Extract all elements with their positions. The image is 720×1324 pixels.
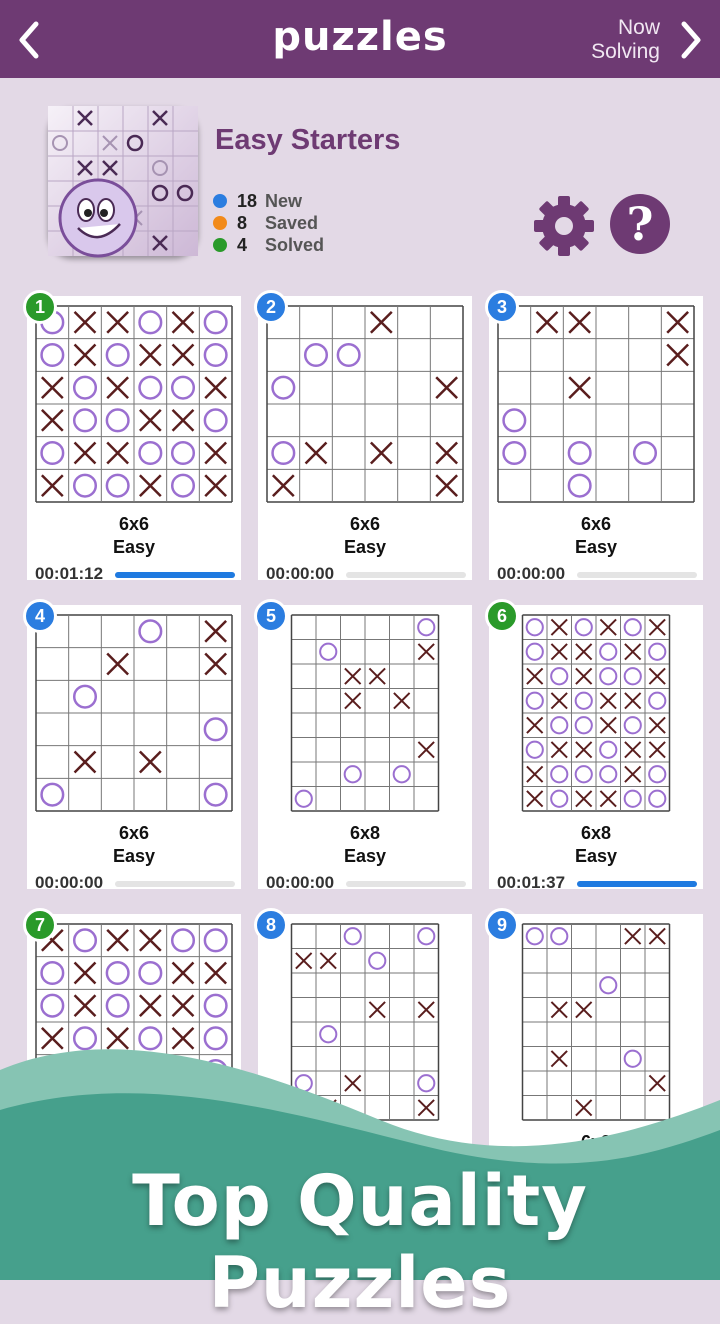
o-mark bbox=[418, 619, 434, 635]
o-mark bbox=[172, 442, 194, 464]
x-mark bbox=[551, 693, 567, 709]
stat-label: Solved bbox=[265, 234, 325, 255]
o-mark bbox=[205, 719, 227, 741]
x-mark bbox=[625, 693, 641, 709]
puzzle-card[interactable] bbox=[258, 296, 472, 583]
x-mark bbox=[205, 963, 226, 984]
puzzle-size: 6x8 bbox=[349, 823, 381, 843]
o-mark bbox=[320, 644, 336, 660]
x-mark bbox=[576, 1002, 592, 1018]
puzzle-board bbox=[27, 605, 241, 815]
o-mark bbox=[42, 442, 64, 464]
stat-label: New bbox=[265, 190, 303, 211]
o-mark bbox=[625, 619, 641, 635]
puzzle-size: 6x6 bbox=[580, 514, 612, 534]
chevron-right-icon bbox=[670, 14, 710, 64]
o-mark bbox=[649, 693, 665, 709]
o-mark bbox=[576, 693, 592, 709]
x-mark bbox=[436, 475, 457, 496]
x-mark bbox=[600, 717, 616, 733]
help-button[interactable] bbox=[610, 194, 670, 254]
x-mark bbox=[418, 1002, 434, 1018]
o-mark bbox=[74, 475, 96, 497]
puzzle-size: 6x6 bbox=[118, 514, 150, 534]
o-mark bbox=[140, 962, 162, 984]
x-mark bbox=[576, 791, 592, 807]
o-mark bbox=[107, 962, 129, 984]
x-mark bbox=[42, 377, 63, 398]
o-mark bbox=[345, 928, 361, 944]
o-mark bbox=[625, 668, 641, 684]
x-mark bbox=[600, 619, 616, 635]
progress-bar bbox=[115, 572, 235, 578]
o-mark bbox=[649, 791, 665, 807]
x-mark bbox=[345, 668, 361, 684]
o-mark bbox=[634, 442, 656, 464]
x-mark bbox=[75, 995, 96, 1016]
now-solving-line1: Now bbox=[617, 16, 660, 39]
x-mark bbox=[75, 752, 96, 773]
stat-count: 8 bbox=[237, 212, 248, 233]
puzzle-timer: 00:01:12 bbox=[35, 564, 104, 583]
o-mark bbox=[273, 377, 295, 399]
gear-icon bbox=[532, 194, 596, 258]
x-mark bbox=[576, 668, 592, 684]
forward-button[interactable] bbox=[670, 14, 710, 64]
x-mark bbox=[551, 1002, 567, 1018]
o-mark bbox=[74, 930, 96, 952]
o-mark bbox=[107, 475, 129, 497]
o-mark bbox=[273, 442, 295, 464]
x-mark bbox=[625, 766, 641, 782]
x-mark bbox=[600, 693, 616, 709]
x-mark bbox=[371, 443, 392, 464]
o-mark bbox=[345, 766, 361, 782]
x-mark bbox=[42, 410, 63, 431]
o-mark bbox=[172, 930, 194, 952]
puzzle-difficulty: Easy bbox=[574, 846, 618, 866]
puzzle-number-badge: 6 bbox=[485, 599, 519, 633]
x-mark bbox=[75, 312, 96, 333]
puzzle-difficulty: Easy bbox=[343, 846, 387, 866]
settings-button[interactable] bbox=[532, 194, 596, 258]
o-mark bbox=[205, 312, 227, 334]
x-mark bbox=[345, 693, 361, 709]
stat-count: 18 bbox=[237, 190, 258, 211]
progress-bar bbox=[346, 572, 466, 578]
o-mark bbox=[42, 344, 64, 366]
o-mark bbox=[527, 693, 543, 709]
solved-dot-icon bbox=[213, 238, 227, 252]
x-mark bbox=[527, 766, 543, 782]
x-mark bbox=[273, 475, 294, 496]
o-mark bbox=[205, 930, 227, 952]
now-solving-line2: Solving bbox=[591, 40, 660, 63]
x-mark bbox=[107, 930, 128, 951]
x-mark bbox=[205, 377, 226, 398]
x-mark bbox=[625, 644, 641, 660]
x-mark bbox=[667, 312, 688, 333]
o-mark bbox=[576, 766, 592, 782]
stat-label: Saved bbox=[265, 212, 319, 233]
puzzle-difficulty: Easy bbox=[574, 537, 618, 557]
app-logo: puzzles bbox=[272, 14, 448, 60]
x-mark bbox=[173, 410, 194, 431]
x-mark bbox=[394, 693, 410, 709]
now-solving-button[interactable] bbox=[591, 16, 660, 64]
x-mark bbox=[369, 1002, 385, 1018]
progress-bar bbox=[115, 881, 235, 887]
o-mark bbox=[369, 953, 385, 969]
puzzle-board bbox=[258, 605, 472, 815]
puzzle-number-badge: 7 bbox=[23, 908, 57, 942]
x-mark bbox=[576, 742, 592, 758]
puzzle-card[interactable] bbox=[489, 605, 703, 892]
o-mark bbox=[74, 410, 96, 432]
o-mark bbox=[649, 766, 665, 782]
x-mark bbox=[527, 717, 543, 733]
puzzle-number-badge: 3 bbox=[485, 290, 519, 324]
o-mark bbox=[107, 995, 129, 1017]
o-mark bbox=[551, 717, 567, 733]
x-mark bbox=[649, 668, 665, 684]
x-mark bbox=[649, 742, 665, 758]
o-mark bbox=[551, 668, 567, 684]
x-mark bbox=[173, 963, 194, 984]
o-mark bbox=[394, 766, 410, 782]
x-mark bbox=[173, 995, 194, 1016]
puzzle-timer: 00:00:00 bbox=[266, 873, 335, 892]
x-mark bbox=[75, 345, 96, 366]
puzzle-timer: 00:00:00 bbox=[497, 564, 566, 583]
o-mark bbox=[205, 995, 227, 1017]
puzzle-difficulty: Easy bbox=[343, 537, 387, 557]
o-mark bbox=[527, 742, 543, 758]
o-mark bbox=[600, 766, 616, 782]
x-mark bbox=[107, 377, 128, 398]
x-mark bbox=[576, 644, 592, 660]
x-mark bbox=[418, 644, 434, 660]
x-mark bbox=[140, 475, 161, 496]
o-mark bbox=[140, 312, 162, 334]
x-mark bbox=[107, 443, 128, 464]
progress-fill bbox=[577, 881, 697, 887]
x-mark bbox=[320, 953, 336, 969]
progress-fill bbox=[115, 572, 235, 578]
o-mark bbox=[140, 442, 162, 464]
x-mark bbox=[371, 312, 392, 333]
o-mark bbox=[305, 344, 327, 366]
o-mark bbox=[600, 742, 616, 758]
puzzle-card[interactable] bbox=[27, 605, 241, 892]
x-mark bbox=[205, 654, 226, 675]
x-mark bbox=[173, 312, 194, 333]
pack-title: Easy Starters bbox=[215, 124, 401, 156]
o-mark bbox=[569, 442, 591, 464]
o-mark bbox=[107, 410, 129, 432]
puzzle-number-badge: 5 bbox=[254, 599, 288, 633]
x-mark bbox=[205, 621, 226, 642]
x-mark bbox=[107, 654, 128, 675]
pack-icon bbox=[48, 106, 198, 256]
x-mark bbox=[140, 752, 161, 773]
o-mark bbox=[527, 928, 543, 944]
puzzle-pack-icon bbox=[48, 106, 198, 256]
o-mark bbox=[172, 475, 194, 497]
o-mark bbox=[74, 686, 96, 708]
puzzle-number-badge: 4 bbox=[23, 599, 57, 633]
question-mark-icon: ? bbox=[626, 197, 654, 251]
x-mark bbox=[75, 963, 96, 984]
x-mark bbox=[75, 443, 96, 464]
stat-count: 4 bbox=[237, 234, 248, 255]
x-mark bbox=[296, 953, 312, 969]
x-mark bbox=[569, 377, 590, 398]
o-mark bbox=[338, 344, 360, 366]
o-mark bbox=[504, 442, 526, 464]
o-mark bbox=[576, 619, 592, 635]
x-mark bbox=[205, 475, 226, 496]
x-mark bbox=[140, 995, 161, 1016]
puzzle-difficulty: Easy bbox=[112, 537, 156, 557]
puzzle-number-badge: 2 bbox=[254, 290, 288, 324]
puzzle-board bbox=[489, 605, 703, 815]
x-mark bbox=[173, 345, 194, 366]
x-mark bbox=[569, 312, 590, 333]
puzzle-number-badge: 1 bbox=[23, 290, 57, 324]
progress-bar bbox=[577, 881, 697, 887]
stat-new bbox=[213, 190, 324, 212]
o-mark bbox=[576, 717, 592, 733]
puzzle-timer: 00:00:00 bbox=[266, 564, 335, 583]
puzzle-timer: 00:01:37 bbox=[497, 873, 566, 892]
puzzle-card[interactable] bbox=[258, 605, 472, 892]
o-mark bbox=[42, 784, 64, 806]
x-mark bbox=[527, 668, 543, 684]
x-mark bbox=[600, 791, 616, 807]
x-mark bbox=[537, 312, 558, 333]
x-mark bbox=[140, 345, 161, 366]
x-mark bbox=[140, 930, 161, 951]
banner-title: Top Quality Puzzles bbox=[132, 1160, 588, 1324]
puzzle-size: 6x8 bbox=[580, 823, 612, 843]
o-mark bbox=[107, 344, 129, 366]
puzzle-card[interactable] bbox=[489, 296, 703, 583]
puzzle-board bbox=[489, 296, 703, 506]
o-mark bbox=[205, 344, 227, 366]
top-bar bbox=[0, 0, 720, 78]
x-mark bbox=[625, 928, 641, 944]
x-mark bbox=[418, 742, 434, 758]
x-mark bbox=[306, 443, 327, 464]
x-mark bbox=[107, 312, 128, 333]
x-mark bbox=[551, 742, 567, 758]
puzzle-number-badge: 9 bbox=[485, 908, 519, 942]
puzzle-board bbox=[27, 296, 241, 506]
o-mark bbox=[172, 377, 194, 399]
o-mark bbox=[625, 791, 641, 807]
x-mark bbox=[551, 644, 567, 660]
o-mark bbox=[551, 928, 567, 944]
x-mark bbox=[649, 928, 665, 944]
puzzle-number-badge: 8 bbox=[254, 908, 288, 942]
puzzle-card[interactable] bbox=[27, 296, 241, 583]
x-mark bbox=[649, 619, 665, 635]
o-mark bbox=[296, 791, 312, 807]
x-mark bbox=[527, 791, 543, 807]
o-mark bbox=[527, 644, 543, 660]
stat-saved bbox=[213, 212, 324, 234]
o-mark bbox=[140, 377, 162, 399]
puzzle-difficulty: Easy bbox=[112, 846, 156, 866]
x-mark bbox=[205, 443, 226, 464]
pack-stats bbox=[213, 190, 324, 256]
o-mark bbox=[205, 410, 227, 432]
stat-solved bbox=[213, 234, 324, 256]
o-mark bbox=[42, 995, 64, 1017]
x-mark bbox=[649, 717, 665, 733]
o-mark bbox=[205, 784, 227, 806]
o-mark bbox=[600, 644, 616, 660]
x-mark bbox=[369, 668, 385, 684]
puzzle-size: 6x6 bbox=[118, 823, 150, 843]
progress-bar bbox=[577, 572, 697, 578]
o-mark bbox=[74, 377, 96, 399]
puzzle-size: 6x6 bbox=[349, 514, 381, 534]
progress-bar bbox=[346, 881, 466, 887]
o-mark bbox=[600, 668, 616, 684]
puzzle-board bbox=[258, 296, 472, 506]
x-mark bbox=[436, 377, 457, 398]
x-mark bbox=[625, 742, 641, 758]
x-mark bbox=[436, 443, 457, 464]
o-mark bbox=[140, 621, 162, 643]
o-mark bbox=[418, 928, 434, 944]
saved-dot-icon bbox=[213, 216, 227, 230]
o-mark bbox=[600, 977, 616, 993]
x-mark bbox=[551, 619, 567, 635]
o-mark bbox=[504, 410, 526, 432]
o-mark bbox=[551, 791, 567, 807]
x-mark bbox=[42, 475, 63, 496]
o-mark bbox=[527, 619, 543, 635]
new-dot-icon bbox=[213, 194, 227, 208]
o-mark bbox=[569, 475, 591, 497]
puzzle-timer: 00:00:00 bbox=[35, 873, 104, 892]
o-mark bbox=[551, 766, 567, 782]
o-mark bbox=[42, 962, 64, 984]
x-mark bbox=[140, 410, 161, 431]
x-mark bbox=[667, 345, 688, 366]
o-mark bbox=[625, 717, 641, 733]
o-mark bbox=[649, 644, 665, 660]
